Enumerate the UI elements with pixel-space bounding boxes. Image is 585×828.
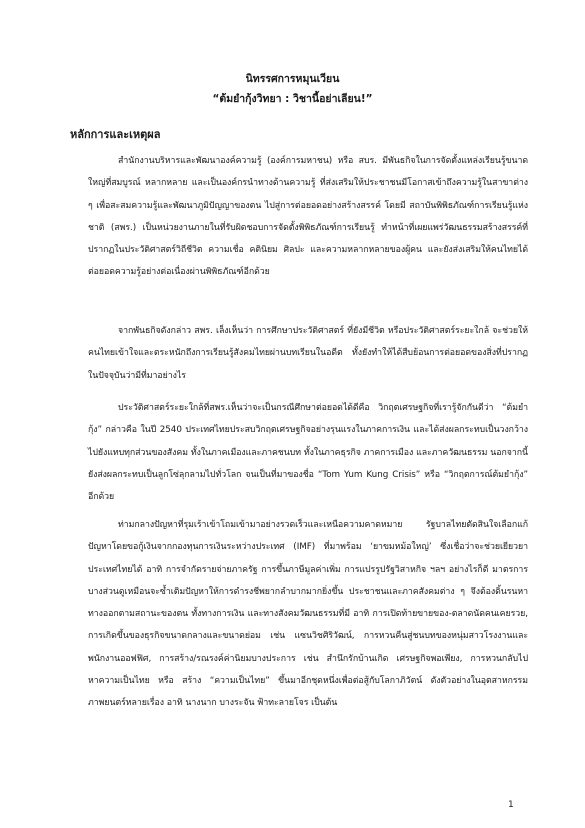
paragraph-4: ท่ามกลางปัญหาที่รุมเร้าเข้าโถมเข้ามาอย่างรวดเร็วและเหนือความคาดหมาย รัฐบาลไทยตัดสินใจเลือกแก้ปัญหาโดยขอกู้เงินจากกองทุนการเงินระหว่างประเทศ (IMF) ที่มาพร้อม ‘ยาขมหม้อใหญ่’ ซึ่งเชื่อว่าจะช่วยเยียวยาประเทศไทยได้ อาทิ การจำกัดรายจ่ายภาครัฐ การขึ้นภาษีมูลค่าเพิ่ม การแปรรูปรัฐวิสาหกิจ ฯลฯ อย่างไรก็ดี มาตรการบางส่วนดูเหมือนจะซ้ำเติมปัญหาให้การดำรงชีพยากลำบากมากยิ่งขึ้น ประชาชนและภาคสังคมต่าง ๆ จึงต้องดิ้นรนหาทางออกตามสถานะของตน ทั้งทางการเงิน และทางสังคมวัฒนธรรมที่มี อาทิ การเปิดท้ายขายของ-ตลาดนัดคนเคยรวย, การเกิดขึ้นของธุรกิจขนาดกลางและขนาดย่อม เช่น แซนวิชศิริวัฒน์, การหวนคืนสู่ชนบทของหนุ่มสาวโรงงานและพนักงานออฟฟิศ, การสร้าง/รณรงค์ค่านิยมบางประการ เช่น สำนึกรักบ้านเกิด เศรษฐกิจพอเพียง, การหวนกลับไปหาความเป็นไทย หรือ สร้าง “ความเป็นไทย” ขึ้นมาอีกชุดหนึ่งเพื่อต่อสู้กับโลกาภิวัตน์ ดังตัวอย่างในอุตสาหกรรมภาพยนตร์หลายเรื่อง อาทิ นางนาก บางระจัน ฟ้าทะลายโจร เป็นต้น [88, 520, 528, 709]
exhibition-label: นิทรรศการหมุนเวียน [245, 73, 340, 85]
section-heading: หลักการและเหตุผล [70, 128, 161, 141]
paragraph-2: จากพันธกิจดังกล่าว สพร. เล็งเห็นว่า การศึกษาประวัติศาสตร์ ที่ยังมีชีวิต หรือประวัติศาสตร์ระยะใกล้ จะช่วยให้คนไทยเข้าใจและตระหนักถึงการเรียนรู้สังคมไทยผ่านบทเรียนในอดีต ทั้งยังทำให้ได้สืบย้อนการต่อยอดของสิ่งที่ปรากฏในปัจจุบันว่ามีที่มาอย่างไร [88, 326, 528, 381]
paragraph-3: ประวัติศาสตร์ระยะใกล้ที่สพร.เห็นว่าจะเป็นกรณีศึกษาต่อยอดได้ดีคือ วิกฤตเศรษฐกิจที่เรารู้จักกันดีว่า “ต้มยำกุ้ง” กล่าวคือ ในปี 2540 ประเทศไทยประสบวิกฤตเศรษฐกิจอย่างรุนแรงในภาคการเงิน และได้ส่งผลกระทบเป็นวงกว้างไปยังแทบทุกส่วนของสังคม ทั้งในภาคเมืองและภาคชนบท ทั้งในภาคธุรกิจ ภาคการเมือง และภาควัฒนธรรม นอกจากนี้ ยังส่งผลกระทบเป็นลูกโซ่ลุกลามไปทั่วโลก จนเป็นที่มาของชื่อ “Tom Yum Kung Crisis” หรือ “วิกฤตการณ์ต้มยำกุ้ง” อีกด้วย [88, 403, 528, 503]
page-number: 1 [508, 800, 514, 810]
paragraph-1: สำนักงานบริหารและพัฒนาองค์ความรู้ (องค์การมหาชน) หรือ สบร. มีพันธกิจในการจัดตั้งแหล่งเรียนรู้ขนาดใหญ่ที่สมบูรณ์ หลากหลาย และเป็นองค์กรนำทางด้านความรู้ ที่ส่งเสริมให้ประชาชนมีโอกาสเข้าถึงความรู้ในสาขาต่าง ๆ เพื่อสะสมความรู้และพัฒนาภูมิปัญญาของตน ไปสู่การต่อยอดอย่างสร้างสรรค์ โดยมี สถาบันพิพิธภัณฑ์การเรียนรู้แห่งชาติ (สพร.) เป็นหน่วยงานภายในที่รับผิดชอบการจัดตั้งพิพิธภัณฑ์การเรียนรู้ ทำหน้าที่เผยแพร่วัฒนธรรมสร้างสรรค์ที่ปรากฏในประวัติศาสตร์วิถีชีวิต ความเชื่อ คตินิยม ศิลปะ และความหลากหลายของผู้คน และยังส่งเสริมให้คนไทยได้ต่อยอดความรู้อย่างต่อเนื่องผ่านพิพิธภัณฑ์อีกด้วย [88, 156, 528, 278]
document-title: “ต้มยำกุ้งวิทยา : วิชานี้อย่าเลียน!” [212, 93, 373, 105]
